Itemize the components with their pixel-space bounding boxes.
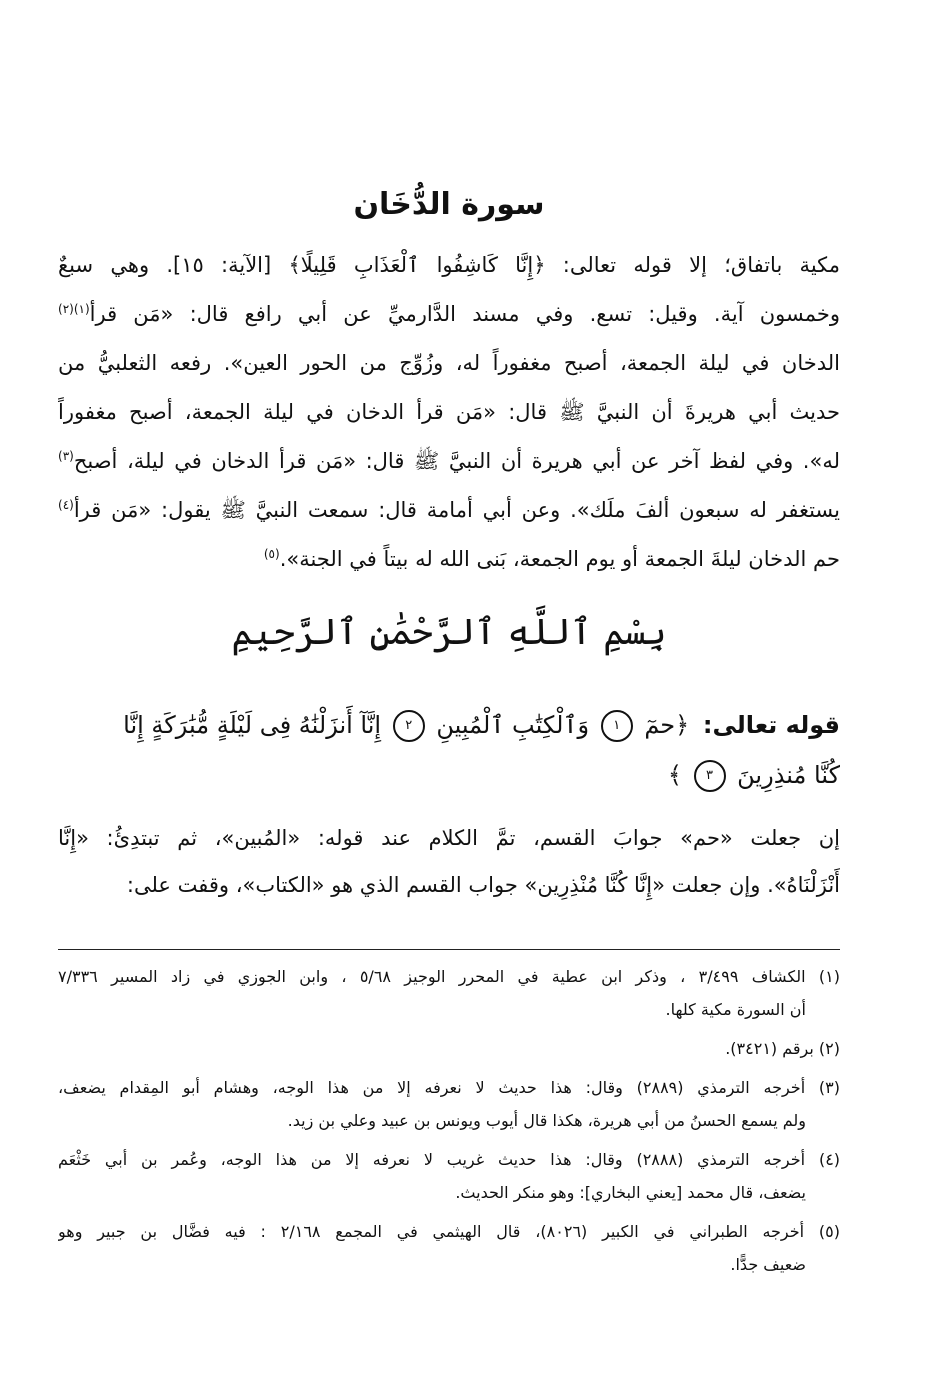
intro-line: وخمسون آية. وقيل: تسع. وفي مسند الدَّارميِّ عن أبي رافع قال: «مَن قرأ$^{(١)(٢)}$	[58, 302, 840, 326]
intro-paragraph	[58, 241, 840, 584]
footnote-number: (٤)	[818, 1150, 840, 1169]
intro-line: مكية باتفاق؛ إلا قوله تعالى: ﴿إِنَّا كَاشِفُوا ٱلْعَذَابِ قَلِيلًا﴾ [الآية: ١٥]. وهي سبعٌ	[58, 253, 840, 277]
commentary-line: أَنْزَلْنَاهُ». وإن جعلت «إِنَّا كُنَّا مُنْذِرِين» جواب القسم الذي هو «الكتاب»، وقفت على:	[126, 873, 840, 897]
footnote-line: ولم يسمع الحسنُ من أبي هريرة، هكذا قال أيوب ويونس بن عبيد وعلي بن زيد.	[287, 1111, 806, 1130]
basmala: بِسْمِ ٱللَّهِ ٱلرَّحْمَٰنِ ٱلرَّحِيمِ	[231, 612, 667, 653]
footnote-number: (٣)	[818, 1078, 840, 1097]
verse-label: قوله تعالى:	[702, 711, 840, 739]
footnote-line: يضعف، قال محمد [يعني البخاري]: وهو منكر الحديث.	[455, 1183, 806, 1202]
footnotes	[58, 960, 840, 1287]
footnote-reference: (٣)	[58, 449, 74, 463]
verse-text: وَٱلْكِتَٰبِ ٱلْمُبِينِ	[436, 711, 590, 739]
verse-text: ﴿حمٓ	[644, 711, 690, 739]
footnote	[58, 1215, 840, 1281]
footnote-line: (١) الكشاف ٣/٤٩٩ ، وذكر ابن عطية في المحرر الوجيز ٥/٦٨ ، وابن الجوزي في زاد المسير ٧/٣٣٦	[58, 967, 840, 986]
document-page	[58, 0, 840, 1380]
intro-line: حم الدخان ليلةَ الجمعة أو يوم الجمعة، بَنى الله له بيتاً في الجنة».$^{(٥)}$	[263, 547, 840, 571]
intro-line: له». وفي لفظ آخر عن أبي هريرة أن النبيَّ ﷺ قال: «مَن قرأ الدخان في ليلة، أصبح$^{(٣)}$	[58, 449, 840, 473]
footnote-divider	[58, 949, 840, 950]
footnote-reference: (١)	[73, 302, 90, 316]
footnote-number: (١)	[818, 967, 840, 986]
footnote-reference: (٥)	[263, 547, 280, 561]
commentary-line: إن جعلت «حم» جوابَ القسم، تمَّ الكلام عند قوله: «المُبين»، ثم تبتدِئُ: «إِنَّا	[58, 826, 840, 850]
footnote-line: (٥) أخرجه الطبراني في الكبير (٨٠٢٦)، قال الهيثمي في المجمع ٢/١٦٨ : فيه فضَّال بن جبير وهو	[58, 1222, 840, 1241]
verse-line	[58, 750, 840, 800]
footnote-line: (٣) أخرجه الترمذي (٢٨٨٩) وقال: هذا حديث لا نعرفه إلا من هذا الوجه، وهشام أبو المِقدام يضعف،	[58, 1078, 840, 1097]
footnote-reference: (٢)	[58, 302, 74, 316]
footnote-line: أن السورة مكية كلها.	[665, 1000, 806, 1019]
verse-text: كُنَّا مُنذِرِينَ	[737, 761, 840, 789]
ayah-number-marker: ٢	[393, 710, 425, 742]
verse-close-bracket: ﴾	[667, 761, 682, 789]
footnote-reference: (٤)	[58, 498, 74, 512]
footnote	[58, 1032, 840, 1065]
ayah-number-marker: ١	[601, 710, 633, 742]
ayah-number-marker: ٣	[694, 760, 726, 792]
intro-line: الدخان في ليلة الجمعة، أصبح مغفوراً له، وزُوِّج من الحور العين». رفعه الثعلبيُّ من	[58, 351, 840, 375]
commentary-paragraph	[58, 815, 840, 909]
footnote	[58, 1143, 840, 1209]
footnote-number: (٢)	[818, 1039, 840, 1058]
surah-title: سورة الدُّخَان	[353, 187, 545, 222]
footnote-number: (٥)	[818, 1222, 840, 1241]
verse-text: إِنَّآ أَنزَلْنَٰهُ فِى لَيْلَةٍ مُّبَٰرَكَةٍ إِنَّا	[123, 711, 382, 739]
intro-line: يستغفر له سبعون ألفَ ملَك». وعن أبي أمامة قال: سمعت النبيَّ ﷺ يقول: «مَن قرأ$^{(٤)}$	[58, 498, 840, 522]
footnote	[58, 1071, 840, 1137]
intro-line: حديث أبي هريرةَ أن النبيَّ ﷺ قال: «مَن قرأ الدخان في ليلة الجمعة، أصبح مغفوراً	[58, 400, 840, 424]
footnote	[58, 960, 840, 1026]
footnote-line: ضعيف جدًّا.	[730, 1255, 806, 1274]
footnote-line: (٢) برقم (٣٤٢١).	[725, 1039, 840, 1058]
quran-verse-block	[58, 700, 840, 800]
footnote-line: (٤) أخرجه الترمذي (٢٨٨٨) وقال: هذا حديث غريب لا نعرفه إلا من هذا الوجه، وعُمر بن أبي خَثْعَم	[58, 1150, 840, 1169]
verse-line	[58, 700, 840, 750]
